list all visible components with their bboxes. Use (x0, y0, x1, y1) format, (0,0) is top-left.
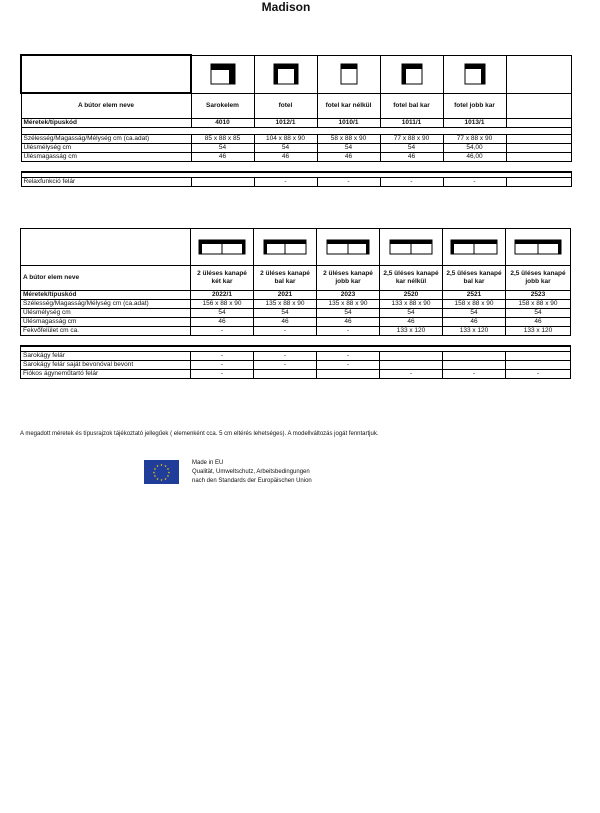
surcharge-value: - (506, 370, 571, 379)
item-name: 2 üléses kanapé bal kar (254, 266, 317, 291)
seat-height-value: 46 (191, 153, 254, 162)
seat-height-value: 46 (443, 318, 506, 327)
empty-cell (506, 153, 571, 162)
surcharge-value: - (443, 370, 506, 379)
corner-element-icon (191, 55, 254, 93)
dimension-value: 158 x 88 x 90 (506, 300, 571, 309)
dimension-value: 158 x 88 x 90 (443, 300, 506, 309)
surcharge-value: - (317, 178, 380, 187)
surcharge-value (380, 352, 443, 361)
svg-text:★: ★ (166, 467, 170, 471)
seat-height-value: 46 (317, 318, 380, 327)
sofa-right-arm-icon (506, 229, 571, 266)
seat-depth-value: 54 (443, 309, 506, 318)
surcharge-value: - (380, 178, 443, 187)
svg-text:★: ★ (167, 470, 171, 475)
item-name: 2,5 üléses kanapé kar nélkül (380, 266, 443, 291)
surcharge-value (443, 352, 506, 361)
seat-depth-label: Ülésmélység cm (21, 309, 191, 318)
section-divider (21, 162, 571, 173)
item-name: 2,5 üléses kanapé bal kar (443, 266, 506, 291)
empty-cell (506, 93, 571, 119)
empty-cell (506, 144, 571, 153)
dimension-value: 77 x 88 x 90 (443, 135, 506, 144)
surcharge-value (191, 178, 254, 187)
sleeping-surface-value: 133 x 120 (443, 327, 506, 336)
page-title: Madison (261, 0, 311, 14)
item-name: fotel kar nélkül (317, 93, 380, 119)
armchair-right-arm-icon (443, 55, 506, 93)
item-code: 2521 (443, 291, 506, 300)
armchair-no-arm-icon (317, 55, 380, 93)
seat-depth-value: 54 (380, 144, 443, 153)
surcharge-value: - (191, 352, 254, 361)
surcharge-value (317, 370, 380, 379)
svg-text:★: ★ (153, 467, 157, 471)
dimension-row-label: Szélesség/Magasság/Mélység cm (ca.adat) (21, 135, 191, 144)
seat-height-value: 46 (380, 153, 443, 162)
surcharge-value (443, 361, 506, 370)
seat-height-value: 46 (254, 153, 317, 162)
eu-made-in: Made in EU (192, 460, 224, 466)
surcharge-value: - (191, 361, 254, 370)
seat-height-value: 46 (317, 153, 380, 162)
item-name: fotel bal kar (380, 93, 443, 119)
seat-depth-value: 54 (317, 309, 380, 318)
relax-function-label: Relaxfunkció felár (21, 178, 191, 187)
surcharge-value: - (254, 178, 317, 187)
sleeping-surface-value: - (317, 327, 380, 336)
armchair-left-arm-icon (380, 55, 443, 93)
image-header-blank (21, 229, 191, 266)
item-code: 1010/1 (317, 119, 380, 128)
sofa-no-arm-icon (380, 229, 443, 266)
dimension-value: 135 x 88 x 90 (254, 300, 317, 309)
armchair-spec-table (20, 54, 572, 187)
image-header-blank (21, 55, 191, 93)
dimension-value: 77 x 88 x 90 (380, 135, 443, 144)
seat-depth-value: 54,00 (443, 144, 506, 153)
item-name: 2,5 üléses kanapé jobb kar (506, 266, 571, 291)
dimension-value: 85 x 88 x 85 (191, 135, 254, 144)
eu-statement (192, 459, 312, 486)
sleeping-surface-value: - (254, 327, 317, 336)
type-code-label: Méretek/típuskód (21, 119, 191, 128)
surcharge-value: - (380, 370, 443, 379)
surcharge-value: - (443, 178, 506, 187)
svg-text:★: ★ (153, 474, 157, 478)
item-name: fotel jobb kar (443, 93, 506, 119)
seat-depth-value: 54 (191, 309, 254, 318)
corner-bed-own-cover-label: Sarokágy felár saját bevonóval bevont (21, 361, 191, 370)
svg-text:★: ★ (164, 464, 167, 468)
seat-depth-value: 54 (254, 309, 317, 318)
seat-height-label: Ülésmagasság cm (21, 318, 191, 327)
sofa-spec-table (20, 228, 571, 379)
element-name-label: A bútor elem neve (21, 93, 191, 119)
sofa-right-arm-icon (317, 229, 380, 266)
eu-quality: Qualität, Umweltschutz, Arbeitsbedingungen (192, 469, 310, 475)
item-name: Sarokelem (191, 93, 254, 119)
sofa-left-arm-icon (443, 229, 506, 266)
corner-bed-surcharge-label: Sarokágy felár (21, 352, 191, 361)
seat-height-value: 46 (506, 318, 571, 327)
empty-cell (506, 178, 571, 187)
sleeping-surface-value: 133 x 120 (380, 327, 443, 336)
storage-drawer-surcharge-label: Fiókos ágyneműtartó felár (21, 370, 191, 379)
eu-flag-icon (144, 460, 179, 484)
surcharge-value (254, 370, 317, 379)
seat-depth-value: 54 (317, 144, 380, 153)
item-code: 1013/1 (443, 119, 506, 128)
eu-standards: nach den Standards der Europäischen Union (192, 478, 312, 484)
armchair-icon (254, 55, 317, 93)
seat-height-value: 46 (380, 318, 443, 327)
dimension-value: 58 x 88 x 90 (317, 135, 380, 144)
seat-depth-value: 54 (380, 309, 443, 318)
item-code: 1012/1 (254, 119, 317, 128)
section-divider (21, 336, 571, 347)
sleeping-surface-value: 133 x 120 (506, 327, 571, 336)
seat-depth-value: 54 (191, 144, 254, 153)
item-name: 2 üléses kanapé jobb kar (317, 266, 380, 291)
spacer-row (21, 128, 571, 135)
item-code: 2023 (317, 291, 380, 300)
surcharge-value: - (254, 361, 317, 370)
seat-height-value: 46 (191, 318, 254, 327)
surcharge-value (506, 361, 571, 370)
surcharge-value (506, 352, 571, 361)
item-name: fotel (254, 93, 317, 119)
sleeping-surface-label: Fekvőfelület cm ca. (21, 327, 191, 336)
sofa-two-arms-icon (191, 229, 254, 266)
svg-text:★: ★ (166, 474, 170, 478)
item-code: 2520 (380, 291, 443, 300)
svg-text:★: ★ (156, 477, 159, 481)
item-code: 2021 (254, 291, 317, 300)
dimension-row-label: Szélesség/Magasság/Mélység cm (ca.adat) (21, 300, 191, 309)
svg-text:★: ★ (152, 470, 156, 475)
item-name: 2 üléses kanapé két kar (191, 266, 254, 291)
dimension-value: 135 x 88 x 90 (317, 300, 380, 309)
seat-height-value: 46,00 (443, 153, 506, 162)
svg-text:★: ★ (160, 478, 163, 482)
sofa-left-arm-icon (254, 229, 317, 266)
type-code-label: Méretek/típuskód (21, 291, 191, 300)
empty-cell (506, 135, 571, 144)
seat-depth-value: 54 (506, 309, 571, 318)
seat-depth-label: Ülésmélység cm (21, 144, 191, 153)
disclaimer-note: A megadott méretek és típusrajzok tájékoztató jellegűek ( elemenként cca. 5 cm eltérés lehetséges). A modellváltozás jogát fenntartjuk. (20, 431, 379, 437)
item-code: 2523 (506, 291, 571, 300)
seat-height-label: Ülésmagasság cm (21, 153, 191, 162)
empty-image-cell (506, 55, 571, 93)
svg-text:★: ★ (156, 464, 159, 468)
dimension-value: 133 x 88 x 90 (380, 300, 443, 309)
empty-cell (506, 119, 571, 128)
item-code: 2022/1 (191, 291, 254, 300)
svg-text:★: ★ (160, 463, 163, 467)
surcharge-value (380, 361, 443, 370)
surcharge-value: - (191, 370, 254, 379)
svg-text:★: ★ (164, 477, 167, 481)
item-code: 1011/1 (380, 119, 443, 128)
dimension-value: 156 x 88 x 90 (191, 300, 254, 309)
dimension-value: 104 x 88 x 90 (254, 135, 317, 144)
seat-height-value: 46 (254, 318, 317, 327)
surcharge-value: - (317, 361, 380, 370)
surcharge-value: - (317, 352, 380, 361)
seat-depth-value: 54 (254, 144, 317, 153)
surcharge-value: - (254, 352, 317, 361)
item-code: 4010 (191, 119, 254, 128)
element-name-label: A bútor elem neve (21, 266, 191, 291)
sleeping-surface-value: - (191, 327, 254, 336)
